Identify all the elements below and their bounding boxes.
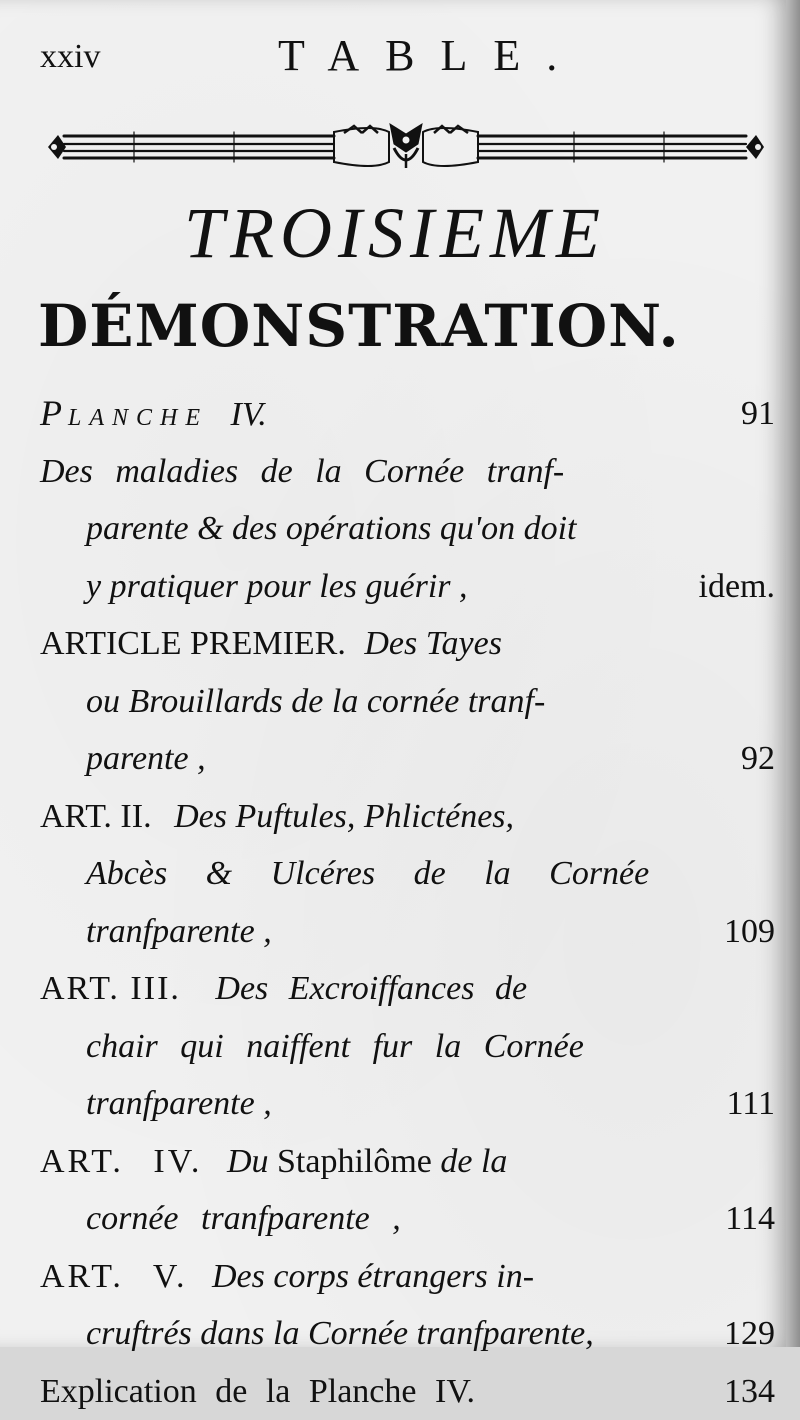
page-number: xxiv bbox=[40, 38, 100, 76]
page-ref: 109 bbox=[724, 903, 775, 961]
toc-intro-line-2: parente & des opérations qu'on doit bbox=[40, 500, 775, 558]
article-label: ARTICLE PREMIER. bbox=[40, 625, 346, 662]
entry-text: Des corps étrangers in- bbox=[212, 1258, 534, 1295]
entry-text-staphilome: Staphilôme bbox=[277, 1143, 432, 1180]
toc-art3-line-1 bbox=[40, 960, 775, 1018]
toc-art2-line-2: Abcès & Ulcéres de la Cornée bbox=[40, 845, 775, 903]
page-ref: 129 bbox=[724, 1305, 775, 1363]
entry-text: tranfparente , bbox=[86, 913, 272, 950]
article-label: ART. III. bbox=[40, 970, 181, 1007]
toc-intro-line-1: Des maladies de la Cornée tranf- bbox=[40, 443, 775, 501]
toc-art1-line-1 bbox=[40, 615, 775, 673]
planche-label: PLANCHE bbox=[40, 396, 208, 433]
page-ref: 114 bbox=[725, 1190, 775, 1248]
demonstration-heading: DÉMONSTRATION. bbox=[38, 292, 760, 360]
toc-art3-line-2: chair qui naiffent fur la Cornée bbox=[40, 1018, 775, 1076]
toc-entry-planche bbox=[40, 385, 775, 443]
entry-text: parente , bbox=[86, 740, 206, 777]
entry-text: cruftrés dans la Cornée tranfparente, bbox=[86, 1315, 594, 1352]
toc-art2-line-1 bbox=[40, 788, 775, 846]
running-title: TABLE. bbox=[278, 30, 583, 81]
entry-text: y pratiquer pour les guérir , bbox=[86, 568, 468, 605]
entry-text: tranfparente , bbox=[86, 1085, 272, 1122]
entry-text-end: de la bbox=[440, 1143, 507, 1180]
toc-explication bbox=[40, 1363, 775, 1420]
entry-text: Des Excroiffances de bbox=[215, 970, 527, 1007]
page-ref: 91 bbox=[741, 385, 775, 443]
toc-art4-line-2 bbox=[40, 1190, 775, 1248]
page-ref: 92 bbox=[741, 730, 775, 788]
page-ref: idem. bbox=[699, 558, 775, 616]
entry-text: Explication de la Planche IV. bbox=[40, 1373, 475, 1410]
entry-text: Des Tayes bbox=[364, 625, 502, 662]
ornamental-rule bbox=[44, 118, 768, 172]
toc-intro-line-3 bbox=[40, 558, 775, 616]
table-of-contents bbox=[40, 385, 775, 1420]
toc-art5-line-1 bbox=[40, 1248, 775, 1306]
toc-art1-line-3 bbox=[40, 730, 775, 788]
toc-art2-line-3 bbox=[40, 903, 775, 961]
part-heading: TROISIEME bbox=[0, 192, 790, 275]
toc-art3-line-3 bbox=[40, 1075, 775, 1133]
article-label: ART. V. bbox=[40, 1258, 188, 1295]
planche-numeral: IV. bbox=[231, 396, 267, 433]
page-header bbox=[40, 30, 750, 80]
article-label: ART. IV. bbox=[40, 1143, 202, 1180]
toc-art4-line-1 bbox=[40, 1133, 775, 1191]
page-ref: 111 bbox=[727, 1075, 775, 1133]
article-label: ART. II. bbox=[40, 798, 152, 835]
page-edge-shadow bbox=[786, 0, 800, 1347]
toc-art1-line-2: ou Brouillards de la cornée tranf- bbox=[40, 673, 775, 731]
entry-text-du: Du bbox=[227, 1143, 269, 1180]
entry-text: cornée tranfparente , bbox=[86, 1200, 401, 1237]
page-ref: 134 bbox=[724, 1363, 775, 1420]
toc-art5-line-2 bbox=[40, 1305, 775, 1363]
entry-text: Des Puftules, Phlicténes, bbox=[174, 798, 514, 835]
